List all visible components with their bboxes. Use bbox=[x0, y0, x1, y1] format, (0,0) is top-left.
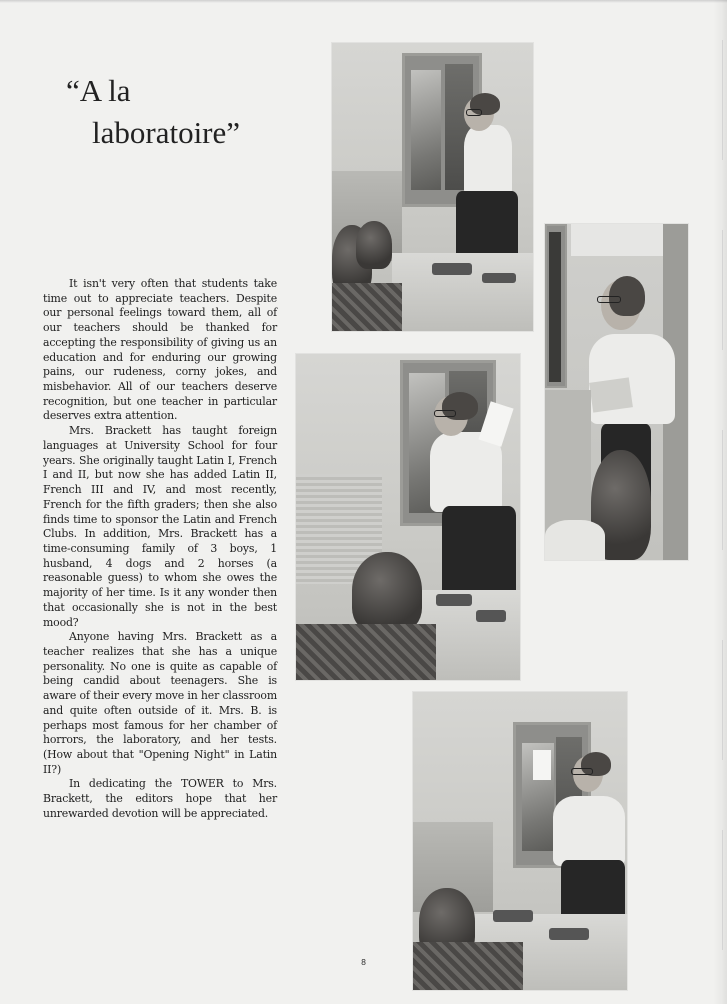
title-line-1: “A la bbox=[66, 73, 131, 108]
photo-teacher-speaking-closeup bbox=[545, 224, 688, 560]
photo-teacher-raising-paper bbox=[296, 354, 520, 680]
page-number: 8 bbox=[361, 958, 367, 967]
binding-mark bbox=[722, 640, 725, 760]
article-paragraph: Mrs. Brackett has taught foreign languages at University School for four years. She originally taught Latin I, French I and II, but now she has added Latin II, French III and IV, and most recently, French for the fifth graders; then she also finds time to sponsor the Latin and French Clubs. In addition, Mrs. Brackett has a time-consuming family of 3 boys, 1 husband, 4 dogs and 2 horses (a reasonable guess) to whom she owes the majority of her time. Is it any wonder then that occasionally she is not in the best mood? bbox=[43, 424, 277, 629]
binding-mark bbox=[722, 230, 725, 350]
binding-mark bbox=[722, 830, 725, 950]
photo-teacher-gesturing bbox=[332, 43, 533, 331]
article-paragraph: In dedicating the TOWER to Mrs. Brackett, the editors hope that her unrewarded devotion will be appreciated. bbox=[43, 777, 277, 820]
binding-mark bbox=[722, 430, 725, 550]
article-paragraph: Anyone having Mrs. Brackett as a teacher realizes that she has a unique personality. No one is quite as capable of being candid about teenagers. She is aware of their every move in her classroom and quite often outside of it. Mrs. B. is perhaps most famous for her chamber of horrors, the laboratory, and her tests. (How about that "Opening Night" in Latin II?) bbox=[43, 630, 277, 776]
article-paragraph: It isn't very often that students take time out to appreciate teachers. Despite our personal feelings toward them, all of our teachers should be thanked for accepting the responsibility of giving us an education and for enduring our growing pains, our rudeness, corny jokes, and misbehavior. All of our teachers deserve recognition, but one teacher in particular deserves extra attention. bbox=[43, 277, 277, 423]
page-top-edge bbox=[0, 0, 727, 3]
photo-teacher-holding-card bbox=[413, 692, 627, 990]
page-title bbox=[60, 70, 320, 154]
binding-mark bbox=[722, 40, 725, 160]
title-line-2: laboratoire” bbox=[92, 115, 241, 150]
dedication-article bbox=[43, 277, 277, 822]
